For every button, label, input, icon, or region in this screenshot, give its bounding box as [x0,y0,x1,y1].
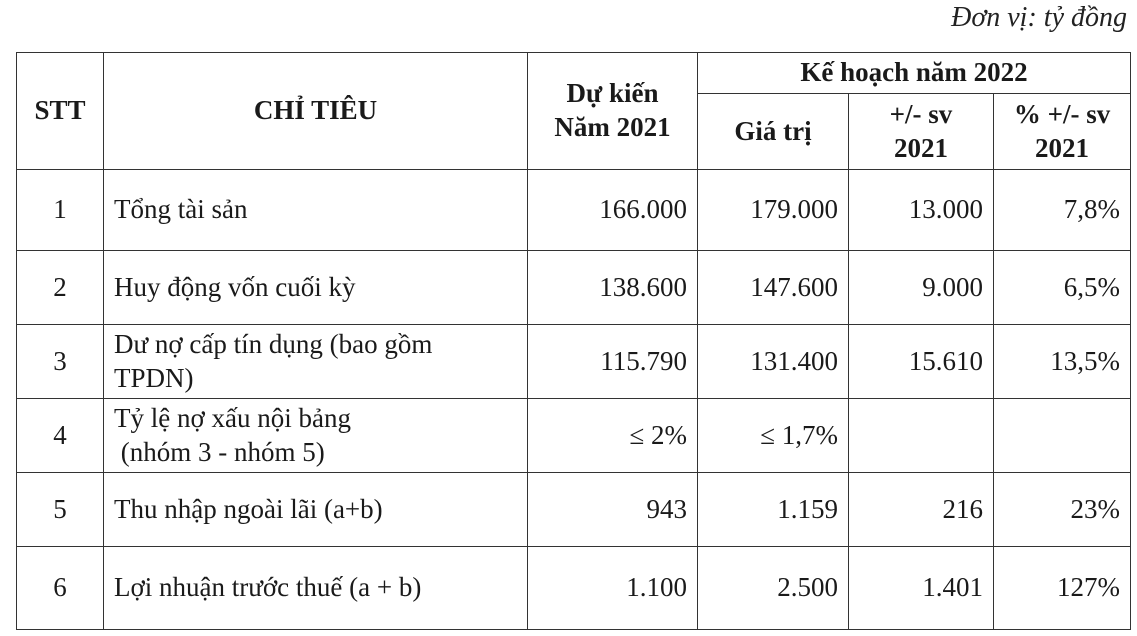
cell-diff: 216 [849,473,994,547]
cell-indicator [104,399,528,473]
cell-estimate: 1.100 [528,547,698,630]
cell-indicator: Thu nhập ngoài lãi (a+b) [104,473,528,547]
cell-stt: 2 [17,251,104,325]
table-row [17,547,1131,630]
cell-diff: 13.000 [849,170,994,251]
table-row [17,325,1131,399]
cell-indicator-line1: Dư nợ cấp tín dụng (bao gồm [114,328,433,359]
cell-pct: 13,5% [994,325,1131,399]
header-stt: STT [17,53,104,170]
cell-pct: 7,8% [994,170,1131,251]
header-pct [994,94,1131,170]
header-row [17,53,1131,94]
table-row [17,473,1131,547]
cell-stt: 6 [17,547,104,630]
cell-indicator: Lợi nhuận trước thuế (a + b) [104,547,528,630]
cell-plan-value: 179.000 [698,170,849,251]
plan-table [16,52,1131,630]
table-row [17,170,1131,251]
table-row [17,251,1131,325]
cell-indicator: Tổng tài sản [104,170,528,251]
cell-estimate: 115.790 [528,325,698,399]
cell-plan-value: 147.600 [698,251,849,325]
header-value: Giá trị [698,94,849,170]
header-estimate-2021 [528,53,698,170]
cell-plan-value: ≤ 1,7% [698,399,849,473]
cell-plan-value: 131.400 [698,325,849,399]
cell-estimate: 138.600 [528,251,698,325]
cell-indicator [104,325,528,399]
cell-indicator-line2: TPDN) [114,362,194,393]
cell-estimate: 943 [528,473,698,547]
header-diff-line1: +/- sv [889,98,953,129]
cell-indicator-line2: (nhóm 3 - nhóm 5) [114,436,325,467]
header-pct-line1: % +/- sv [1013,98,1111,129]
cell-pct: 23% [994,473,1131,547]
cell-diff [849,399,994,473]
header-indicator: CHỈ TIÊU [104,53,528,170]
cell-stt: 4 [17,399,104,473]
cell-estimate: ≤ 2% [528,399,698,473]
table-row [17,399,1131,473]
cell-diff: 1.401 [849,547,994,630]
header-plan-2022: Kế hoạch năm 2022 [698,53,1131,94]
cell-pct: 6,5% [994,251,1131,325]
header-estimate-line2: Năm 2021 [554,112,671,142]
cell-pct [994,399,1131,473]
cell-plan-value: 1.159 [698,473,849,547]
header-pct-line2: 2021 [1035,132,1089,163]
cell-indicator-line1: Tỷ lệ nợ xấu nội bảng [114,402,351,433]
header-diff [849,94,994,170]
cell-diff: 15.610 [849,325,994,399]
cell-stt: 1 [17,170,104,251]
cell-indicator: Huy động vốn cuối kỳ [104,251,528,325]
header-diff-line2: 2021 [894,132,948,163]
unit-label: Đơn vị: tỷ đồng [951,2,1127,33]
cell-stt: 3 [17,325,104,399]
header-estimate-line1: Dự kiến [566,78,659,109]
cell-pct: 127% [994,547,1131,630]
cell-stt: 5 [17,473,104,547]
cell-estimate: 166.000 [528,170,698,251]
cell-plan-value: 2.500 [698,547,849,630]
cell-diff: 9.000 [849,251,994,325]
